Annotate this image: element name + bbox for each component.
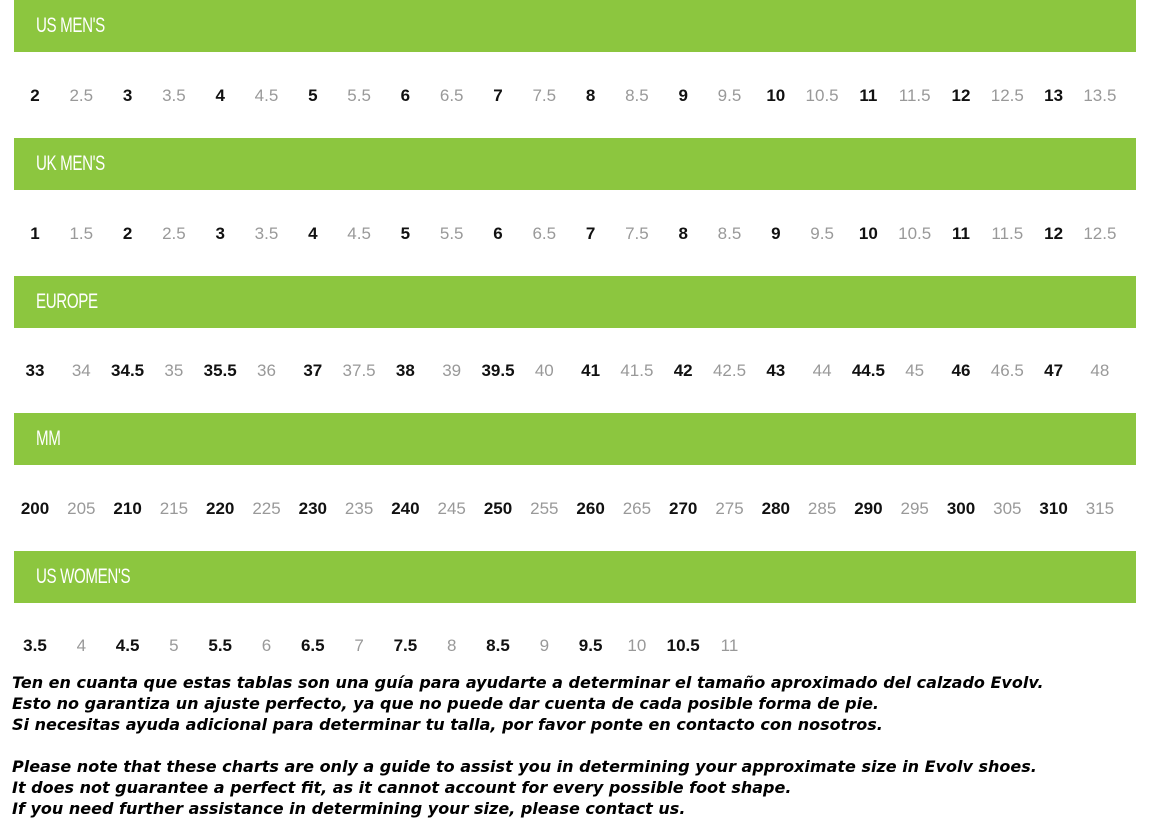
size-cell: 8 — [446, 636, 457, 655]
note-es-1: Ten en cuanta que estas tablas son una guía para ayudarte a determinar el tamaño aproximado del calzado Evolv. — [12, 673, 1044, 692]
size-cell: 290 — [854, 499, 883, 518]
size-cell: 225 — [252, 499, 281, 518]
note-es-3: Si necesitas ayuda adicional para determinar tu talla, por favor ponte en contacto con nosotros. — [12, 715, 883, 734]
size-cell: 3.5 — [254, 224, 279, 243]
size-cell: 43 — [766, 361, 786, 380]
section-header — [14, 276, 1136, 328]
size-cell: 46.5 — [990, 361, 1024, 380]
section-header — [14, 413, 1136, 465]
size-cell: 260 — [576, 499, 605, 518]
size-cell: 12 — [1044, 224, 1064, 243]
section-header — [14, 0, 1136, 52]
size-cell: 3 — [122, 86, 133, 105]
size-cell: 10.5 — [666, 636, 700, 655]
size-cell: 210 — [113, 499, 142, 518]
size-cell: 39 — [442, 361, 462, 380]
size-cell: 41.5 — [620, 361, 654, 380]
size-cell: 4 — [215, 86, 225, 105]
size-cell: 305 — [993, 499, 1022, 518]
size-cell: 9 — [771, 224, 781, 243]
size-cell: 7.5 — [625, 224, 649, 243]
size-cell: 47 — [1044, 361, 1064, 380]
size-cell: 310 — [1039, 499, 1068, 518]
size-cell: 220 — [206, 499, 235, 518]
size-cell: 5 — [400, 224, 411, 243]
size-cell: 37 — [303, 361, 323, 380]
size-row — [0, 219, 1149, 249]
size-cell: 44.5 — [851, 361, 885, 380]
size-cell: 4.5 — [115, 636, 140, 655]
size-cell: 8 — [585, 86, 596, 105]
size-cell: 7 — [354, 636, 364, 655]
size-cell: 12 — [951, 86, 971, 105]
size-cell: 5.5 — [347, 86, 371, 105]
size-cell: 230 — [298, 499, 327, 518]
section-header — [14, 551, 1136, 603]
size-cell: 11 — [720, 636, 739, 655]
size-cell: 37.5 — [342, 361, 376, 380]
size-cell: 4 — [308, 224, 318, 243]
size-cell: 7.5 — [532, 86, 557, 105]
size-cell: 4.5 — [347, 224, 371, 243]
section-title: US WOMEN'S — [36, 565, 131, 588]
size-cell: 10 — [766, 86, 786, 105]
size-cell: 8 — [678, 224, 688, 243]
size-cell: 34.5 — [111, 361, 145, 380]
size-cell: 215 — [159, 499, 189, 518]
size-cell: 9 — [539, 636, 550, 655]
size-cell: 11 — [952, 224, 970, 243]
section-title: UK MEN'S — [36, 152, 105, 175]
size-cell: 270 — [669, 499, 698, 518]
size-cell: 46 — [951, 361, 971, 380]
size-cell: 5 — [169, 636, 179, 655]
size-cell: 6.5 — [439, 86, 464, 105]
size-cell: 5.5 — [208, 636, 232, 655]
size-cell: 13.5 — [1083, 86, 1117, 105]
size-cell: 42.5 — [712, 361, 747, 380]
size-cell: 235 — [344, 499, 374, 518]
size-cell: 8.5 — [625, 86, 649, 105]
note-en-1: Please note that these charts are only a guide to assist you in determining your approximate size in Evolv shoes. — [12, 757, 1037, 776]
size-cell: 6 — [261, 636, 272, 655]
note-es-2: Esto no garantiza un ajuste perfecto, ya que no puede dar cuenta de cada posible forma de pie. — [12, 694, 879, 713]
size-cell: 12.5 — [990, 86, 1024, 105]
size-cell: 5 — [308, 86, 318, 105]
size-cell: 7 — [585, 224, 596, 243]
size-cell: 9 — [678, 86, 688, 105]
size-cell: 40 — [534, 361, 554, 380]
note-en-2: It does not guarantee a perfect fit, as it cannot account for every possible foot shape. — [12, 778, 792, 797]
size-cell: 10 — [627, 636, 647, 655]
size-cell: 44 — [812, 361, 832, 380]
size-cell: 10.5 — [898, 224, 932, 243]
size-cell: 8.5 — [486, 636, 510, 655]
size-cell: 9.5 — [810, 224, 834, 243]
size-cell: 42 — [673, 361, 693, 380]
size-cell: 11.5 — [991, 224, 1024, 243]
size-cell: 33 — [25, 361, 45, 380]
size-cell: 2 — [30, 86, 40, 105]
size-cell: 35 — [164, 361, 184, 380]
size-cell: 39.5 — [481, 361, 515, 380]
size-row — [0, 356, 1149, 386]
size-cell: 11.5 — [898, 86, 931, 105]
size-cell: 13 — [1044, 86, 1064, 105]
size-row — [0, 81, 1149, 111]
size-cell: 9.5 — [717, 86, 742, 105]
size-cell: 200 — [20, 499, 50, 518]
size-cell: 34 — [71, 361, 91, 380]
size-cell: 6.5 — [300, 636, 325, 655]
size-cell: 315 — [1085, 499, 1115, 518]
size-cell: 2 — [122, 224, 133, 243]
size-cell: 3 — [215, 224, 225, 243]
size-cell: 10.5 — [805, 86, 839, 105]
section-header — [14, 138, 1136, 190]
section-title: MM — [36, 427, 61, 450]
size-cell: 6.5 — [532, 224, 557, 243]
section-title: US MEN'S — [36, 14, 105, 37]
size-cell: 280 — [761, 499, 790, 518]
size-cell: 6 — [400, 86, 411, 105]
size-cell: 38 — [395, 361, 415, 380]
size-cell: 265 — [622, 499, 652, 518]
size-cell: 275 — [715, 499, 744, 518]
note-en-3: If you need further assistance in determining your size, please contact us. — [12, 799, 686, 818]
size-cell: 10 — [858, 224, 878, 243]
size-row — [0, 494, 1149, 524]
size-cell: 7 — [493, 86, 503, 105]
size-cell: 45 — [905, 361, 925, 380]
size-cell: 3.5 — [23, 636, 47, 655]
size-cell: 300 — [946, 499, 976, 518]
size-cell: 41 — [581, 361, 601, 380]
size-cell: 8.5 — [717, 224, 742, 243]
size-cell: 5.5 — [439, 224, 464, 243]
size-cell: 35.5 — [203, 361, 237, 380]
section-title: EUROPE — [36, 290, 98, 313]
size-cell: 1 — [30, 224, 40, 243]
size-row — [0, 631, 1149, 661]
size-cell: 11 — [859, 86, 878, 105]
size-cell: 12.5 — [1083, 224, 1117, 243]
size-cell: 48 — [1090, 361, 1110, 380]
size-cell: 7.5 — [393, 636, 418, 655]
size-cell: 6 — [493, 224, 503, 243]
size-cell: 205 — [67, 499, 96, 518]
size-cell: 255 — [530, 499, 559, 518]
size-cell: 245 — [437, 499, 466, 518]
size-cell: 240 — [391, 499, 420, 518]
size-cell: 295 — [900, 499, 929, 518]
size-notes — [12, 672, 1142, 819]
size-cell: 2.5 — [69, 86, 94, 105]
size-cell: 1.5 — [69, 224, 94, 243]
size-cell: 250 — [483, 499, 513, 518]
size-cell: 36 — [257, 361, 276, 380]
size-cell: 4.5 — [254, 86, 279, 105]
size-cell: 2.5 — [162, 224, 186, 243]
size-cell: 9.5 — [578, 636, 603, 655]
size-cell: 4 — [76, 636, 87, 655]
size-cell: 3.5 — [162, 86, 186, 105]
size-cell: 285 — [807, 499, 837, 518]
